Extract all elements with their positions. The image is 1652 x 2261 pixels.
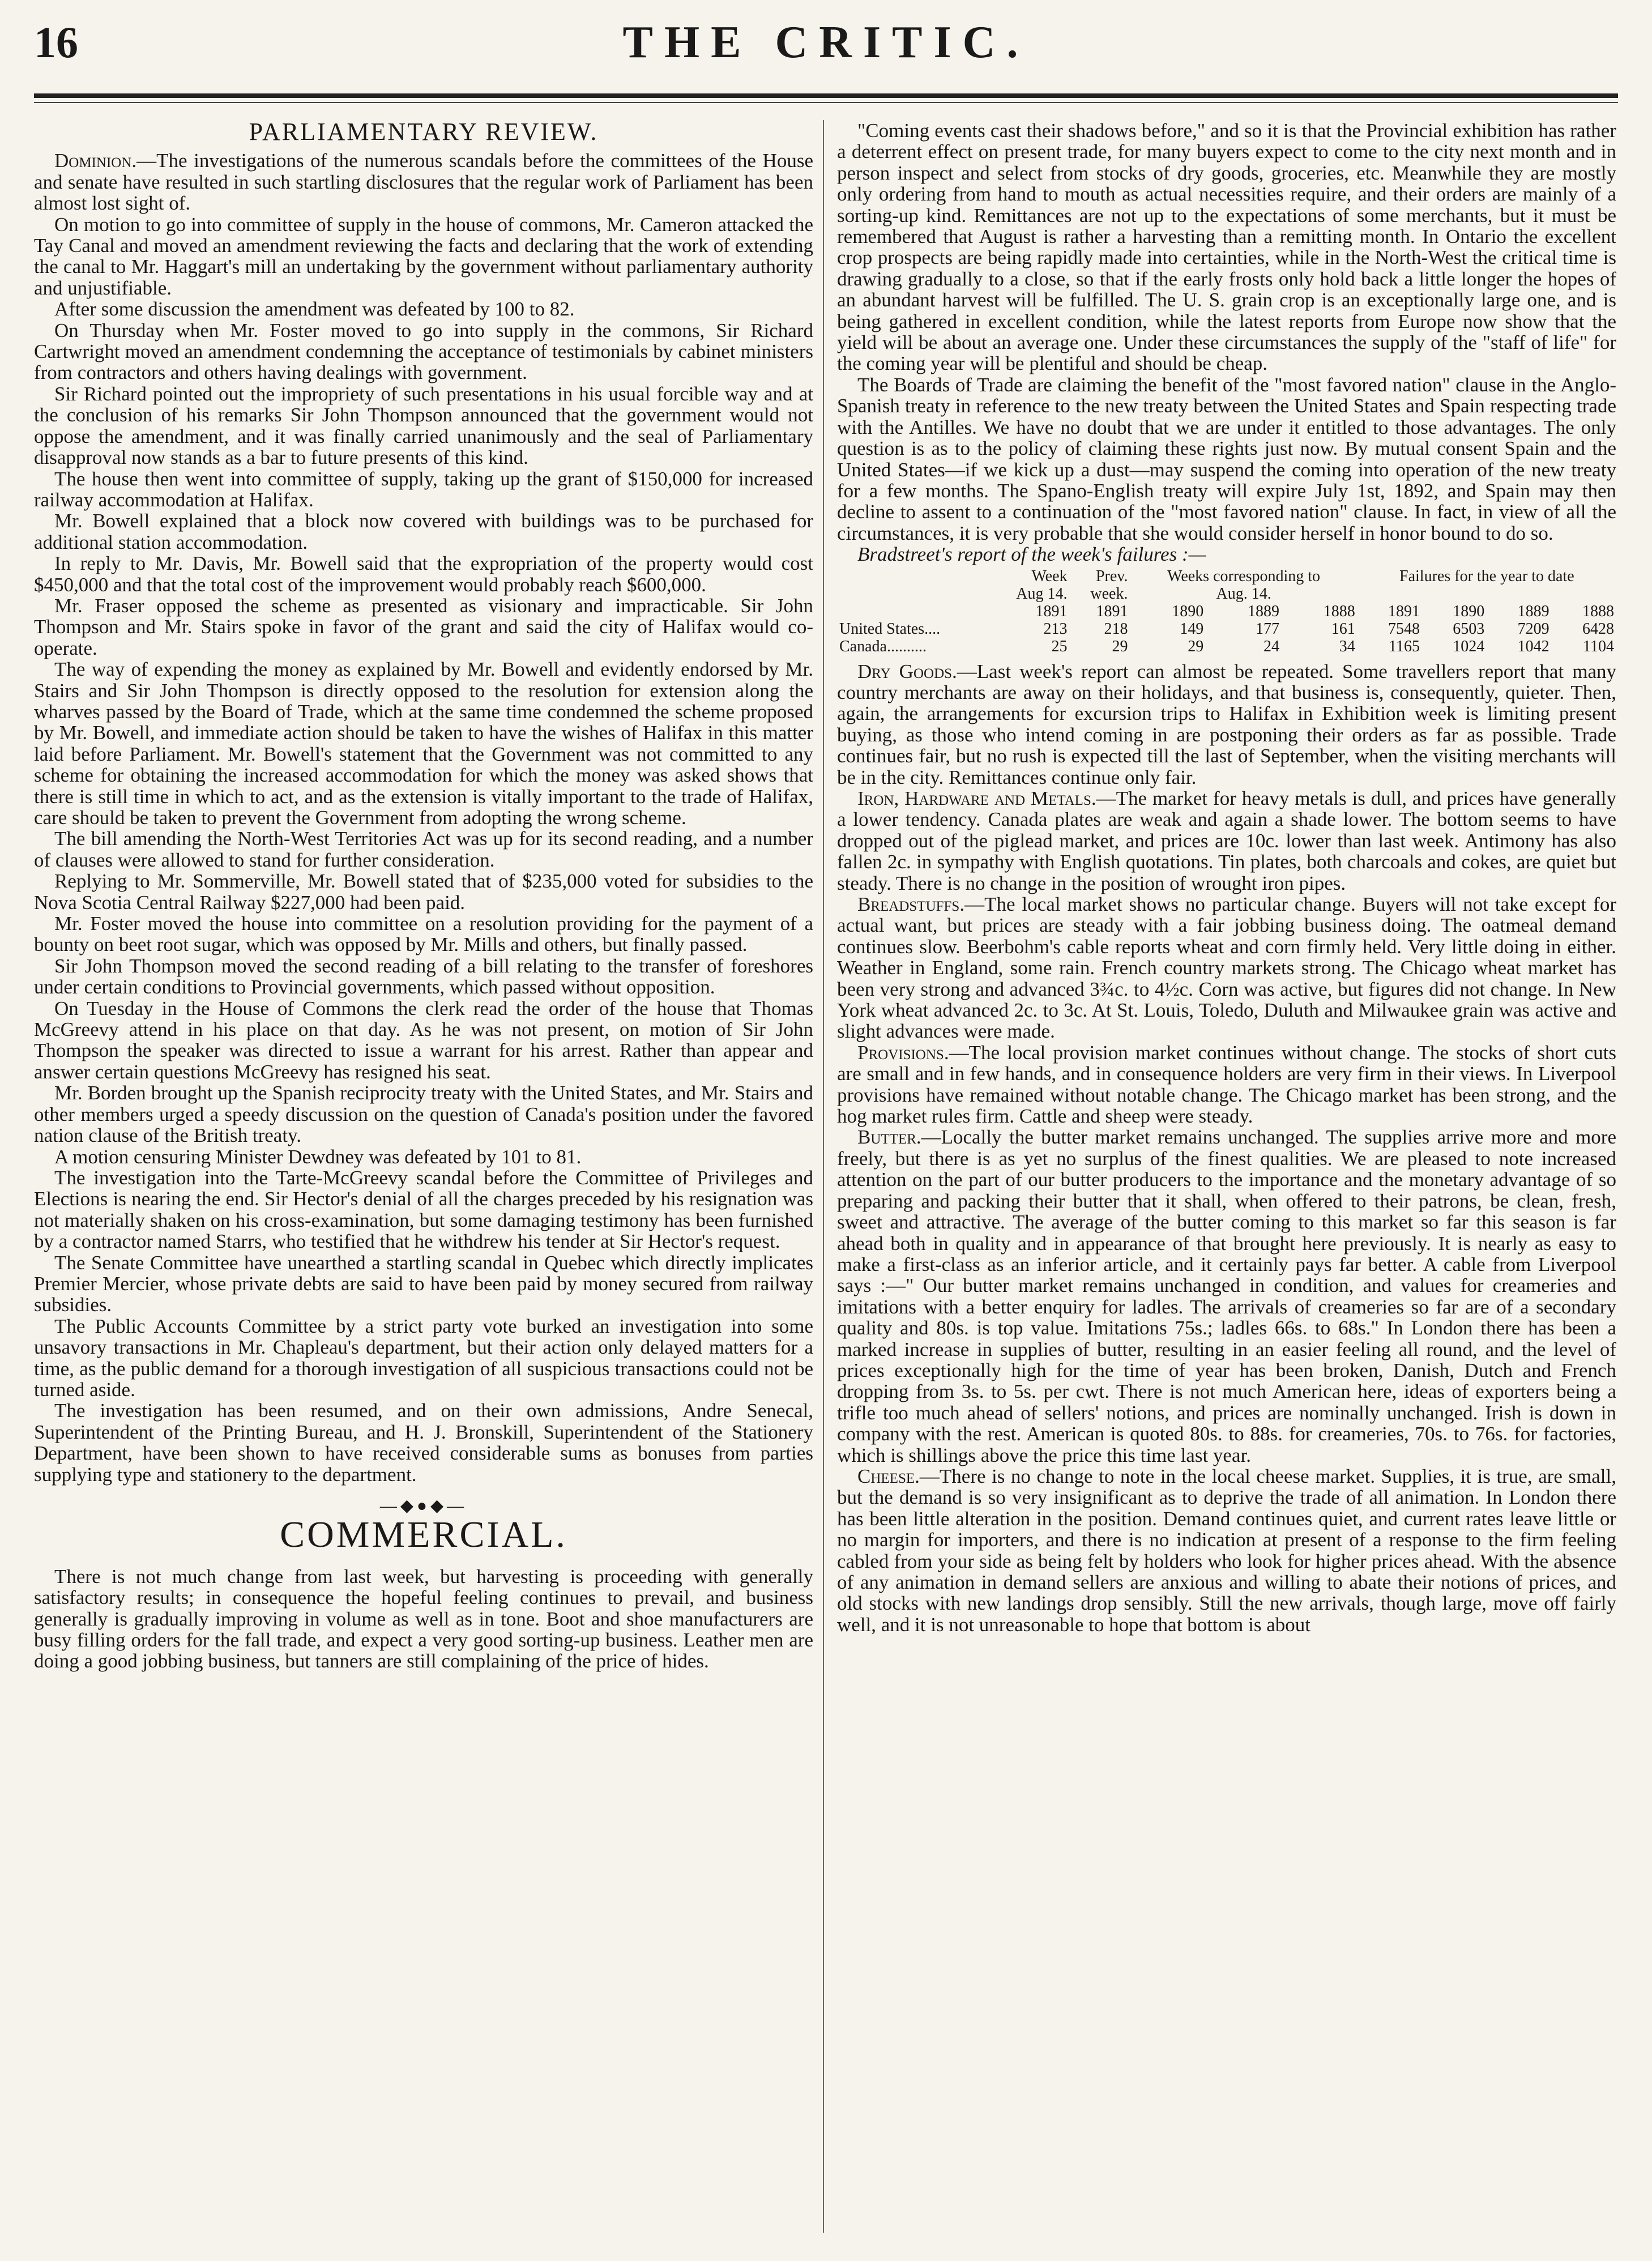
commercial-heading: COMMERCIAL. (280, 1514, 567, 1556)
table-cell: 149 (1180, 620, 1204, 638)
section-divider-ornament: —◆●◆— (379, 1496, 468, 1515)
table-cell: 1024 (1453, 637, 1485, 655)
masthead-rule-thin (34, 102, 1618, 103)
table-cell: 34 (1339, 637, 1355, 655)
article-paragraph: Dominion.—The investigations of the numerous scandals before the committees of the House and senate have resulted in such startling disclosures that the regular work of Parliament has been almost lost sight of. (34, 150, 813, 215)
failures-table (837, 568, 1616, 655)
table-group-row (837, 568, 1616, 585)
column-separator (823, 120, 824, 2233)
table-cell: 7548 (1388, 620, 1420, 638)
table-cell: 29 (1112, 637, 1128, 655)
section-label: Iron, Hardware and Metals. (857, 787, 1096, 809)
table-header-cell: Week (1031, 567, 1068, 585)
table-sub-row (837, 585, 1616, 603)
article-paragraph: Mr. Borden brought up the Spanish reciprocity treaty with the United States, and Mr. Stairs and other members urged a speedy discussion on the question of Canada's position under the favored nation clause of the British treaty. (34, 1082, 813, 1147)
masthead-rule-thick (34, 93, 1618, 98)
article-paragraph: There is not much change from last week, but harvesting is proceeding with generally satisfactory results; in consequence the hopeful feeling continues to prevail, and business generally is gradually improving in volume as well as in tone. Boot and shoe manufacturers are busy filling orders for the fall trade, and expect a very good sorting-up business. Leather men are doing a good jobbing business, but tanners are still complaining of the price of hides. (34, 1565, 813, 1673)
article-paragraph: The bill amending the North-West Territories Act was up for its second reading, and a number of clauses were allowed to stand for further consideration. (34, 827, 813, 871)
table-cell: 7209 (1517, 620, 1549, 638)
bradstreet-intro: Bradstreet's report of the week's failures :— (857, 543, 1206, 566)
article-paragraph: Replying to Mr. Sommerville, Mr. Bowell stated that of $235,000 voted for subsidies to the Nova Scotia Central Railway $227,000 had been paid. (34, 870, 813, 914)
parliamentary-review-heading: PARLIAMENTARY REVIEW. (249, 120, 599, 146)
dominion-label: Dominion. (54, 150, 137, 172)
table-header-cell: Failures for the year to date (1399, 567, 1574, 585)
article-paragraph: Sir John Thompson moved the second reading of a bill relating to the transfer of foreshores under certain conditions to Provincial governments, which passed without opposition. (34, 954, 813, 999)
article-paragraph: Mr. Foster moved the house into committee on a resolution providing for the payment of a bounty on beet root sugar, which was opposed by Mr. Mills and others, but finally passed. (34, 912, 813, 956)
market-section-butter: Butter.—Locally the butter market remains unchanged. The supplies arrive more and more freely, but there is as yet no surplus of the finest qualities. We are pleased to note increased attention on the part of our butter producers to the importance and the monetary advantage of so preparing and packing their butter that it shall, when offered to their patrons, be clean, fresh, sweet and attractive. The average of the butter coming to this market so far this season is far ahead both in quality and in appearance of that brought here previously. It is nearly as easy to make a first-class as an inferior article, and it certainly pays far better. A cable from Liverpool says :—" Our butter market remains unchanged in condition, and values for creameries and imitations with a better enquiry for ladles. The arrivals of creameries so far are of a secondary quality and 80s. is top value. Imitations 75s.; ladles 66s. to 68s." In London there has been a marked increase in supplies of butter, resulting in an easier feeling all round, and the level of prices exceptionally high for the time of year has been broken, Danish, Dutch and French dropping from 3s. to 5s. per cwt. There is not much American here, ideas of exporters being a trifle too much ahead of sellers' notions, and prices are nominally unchanged. Irish is down in company with the rest. American is quoted 80s. to 88s. for creameries, 70s. to 76s. for factories, which is shillings above the price this time last year. (837, 1126, 1616, 1466)
table-cell: Canada.......... (839, 637, 927, 655)
article-paragraph: The house then went into committee of supply, taking up the grant of $150,000 for increased railway accommodation at Halifax. (34, 467, 813, 511)
article-paragraph: After some discussion the amendment was defeated by 100 to 82. (54, 298, 575, 321)
section-label: Breadstuffs. (857, 893, 965, 915)
article-paragraph: A motion censuring Minister Dewdney was defeated by 101 to 81. (54, 1145, 582, 1168)
article-paragraph: On Thursday when Mr. Foster moved to go into supply in the commons, Sir Richard Cartwright moved an amendment condemning the acceptance of testimonials by cabinet ministers from contractors and others having dealings with government. (34, 319, 813, 384)
table-header-cell: Prev. (1095, 567, 1128, 585)
market-section-cheese: Cheese.—There is no change to note in the local cheese market. Supplies, it is true, are small, but the demand is so very insignificant as to deprive the trade of all animation. In London there has been little alteration in the position. Demand continues quiet, and current rates leave little or no margin for importers, and there is no indication at present of a response to the firm feeling cabled from your side as being felt by holders who look for higher prices ahead. With the absence of any animation in demand sellers are anxious and willing to abate their notions of prices, and old stocks with new landings drop sensibly. Still the new arrivals, though large, move off fairly well, and it is not unreasonable to hope that bottom is about (837, 1465, 1616, 1636)
table-cell: 177 (1255, 620, 1279, 638)
article-paragraph: The Public Accounts Committee by a strict party vote burked an investigation into some unsavory transactions in Mr. Chapleau's department, but their action only delayed matters for a time, as the public demand for a thorough investigation of all suspicious transactions could not be turned aside. (34, 1315, 813, 1401)
table-cell: 1104 (1583, 637, 1614, 655)
section-label: Provisions. (857, 1041, 949, 1064)
market-section-iron-hardware: Iron, Hardware and Metals.—The market for heavy metals is dull, and prices have generally a lower tendency. Canada plates are weak and again a shade lower. The bottom seems to have dropped out of the piglead market, and prices are 10c. lower than last week. Antimony has also fallen 2c. in sympathy with English quotations. Tin plates, both charcoals and cokes, are quiet but steady. There is no change in the position of wrought iron pipes. (837, 787, 1616, 894)
table-header-cell (837, 568, 989, 585)
article-paragraph: On Tuesday in the House of Commons the clerk read the order of the house that Thomas McGreevy attend in his place on that day. As he was not present, on motion of Sir John Thompson the speaker was directed to issue a warrant for his arrest. Rather than appear and answer certain questions McGreevy has resigned his seat. (34, 997, 813, 1083)
table-header-cell: 1891 (1096, 602, 1128, 620)
table-cell: 29 (1188, 637, 1204, 655)
table-header-cell: 1890 (1453, 602, 1485, 620)
market-section-breadstuffs: Breadstuffs.—The local market shows no particular change. Buyers will not take except for actual want, but prices are steady with a fair jobbing business doing. The oatmeal demand continues slow. Beerbohm's cable reports wheat and corn firmly held. Very little doing in either. Weather in England, some rain. French country markets strong. The Chicago wheat market has been very strong and advanced 3¾c. to 4½c. Corn was active, but figures did not change. In New York wheat advanced 2c. to 3c. At St. Louis, Toledo, Duluth and Milwaukee grain was active and slight advances were made. (837, 893, 1616, 1043)
table-cell: 6503 (1453, 620, 1485, 638)
article-paragraph: The Senate Committee have unearthed a startling scandal in Quebec which directly implicates Premier Mercier, whose private debts are said to have been paid by money secured from railway subsidies. (34, 1251, 813, 1316)
table-header-cell: 1889 (1247, 602, 1279, 620)
table-header-cell (837, 603, 989, 620)
table-cell: 218 (1104, 620, 1128, 638)
masthead (34, 17, 1618, 102)
section-label: Cheese. (857, 1465, 920, 1487)
table-header-cell: 1888 (1582, 602, 1614, 620)
article-paragraph: The way of expending the money as explained by Mr. Bowell and evidently endorsed by Mr. Stairs and Sir John Thompson is directly opposed to the resolution for extension along the wharves passed by the Board of Trade, which at the same time condemned the scheme proposed by Mr. Bowell, and immediate action should be taken to have the wishes of Halifax in this matter laid before Parliament. Mr. Bowell's statement that the Government was not committed to any scheme for obtaining the increased accommodation for which the money was asked shows that there is still time in which to act, and as the extension is vitally important to the trade of Halifax, care should be taken to prevent the Government from adopting the wrong scheme. (34, 658, 813, 829)
table-header-cell: 1891 (1035, 602, 1068, 620)
table-row (837, 638, 1616, 655)
table-cell: 1165 (1389, 637, 1420, 655)
table-header-cell (837, 585, 989, 603)
table-header-cell: week. (1090, 585, 1128, 603)
table-header-cell: 1890 (1172, 602, 1204, 620)
table-year-row (837, 603, 1616, 620)
article-paragraph: The investigation has been resumed, and on their own admissions, Andre Senecal, Superintendent of the Printing Bureau, and H. J. Bronskill, Superintendent of the Stationery Department, have been shown to have received considerable sums as bonuses from parties supplying type and stationery to the department. (34, 1400, 813, 1486)
page-number: 16 (34, 18, 78, 67)
table-header-cell: 1891 (1388, 602, 1420, 620)
table-header-cell: Aug 14. (1016, 585, 1068, 603)
table-header-cell: 1888 (1323, 602, 1355, 620)
table-header-cell: Weeks corresponding to (1167, 567, 1321, 585)
article-paragraph: In reply to Mr. Davis, Mr. Bowell said that the expropriation of the property would cost $450,000 and that the total cost of the improvement would probably reach $600,000. (34, 552, 813, 596)
table-cell: 1042 (1517, 637, 1549, 655)
market-section-dry-goods: Dry Goods.—Last week's report can almost be repeated. Some travellers report that many country merchants are away on their holidays, and that business is, consequently, quieter. Then, again, the arrangements for excursion trips to Halifax in Exhibition week is limiting present buying, as those who intend coming in are postponing their orders as far as possible. Trade continues fair, but no rush is expected till the last of September, when the visiting merchants will be in the city. Remittances continue only fair. (837, 660, 1616, 788)
right-column (837, 120, 1616, 2233)
table-header-cell (1358, 585, 1616, 603)
section-label: Dry Goods. (857, 660, 957, 682)
table-cell: United States.... (839, 620, 941, 638)
table-cell: 24 (1263, 637, 1279, 655)
article-paragraph: Sir Richard pointed out the impropriety of such presentations in his usual forcible way and at the conclusion of his remarks Sir John Thompson announced that the government would not oppose the amendment, and it was finally carried unanimously and the seal of Parliamentary disapproval now stands as a bar to future presents of this kind. (34, 382, 813, 469)
section-label: Butter. (857, 1126, 921, 1149)
article-paragraph: Mr. Fraser opposed the scheme as presented as visionary and impracticable. Sir John Thompson and Mr. Stairs spoke in favor of the grant and said the city of Halifax would co-operate. (34, 594, 813, 659)
article-paragraph: On motion to go into committee of supply in the house of commons, Mr. Cameron attacked the Tay Canal and moved an amendment reviewing the facts and declaring that the work of extending the canal to Mr. Haggart's mill an undertaking by the government without parliamentary authority and unjustifiable. (34, 213, 813, 299)
left-column (34, 120, 813, 2233)
article-paragraph: Mr. Bowell explained that a block now covered with buildings was to be purchased for additional station accommodation. (34, 510, 813, 553)
table-cell: 6428 (1582, 620, 1614, 638)
table-header-cell: 1889 (1517, 602, 1549, 620)
table-header-cell: Aug. 14. (1216, 585, 1271, 603)
article-paragraph: The investigation into the Tarte-McGreevy scandal before the Committee of Privileges and Elections is nearing the end. Sir Hector's denial of all the charges preceded by his resignation was not materially shaken on his cross-examination, but some damaging testimony has been furnished by a contractor named Starrs, who testified that he withdrew his tender at Sir Hector's request. (34, 1166, 813, 1253)
market-section-provisions: Provisions.—The local provision market continues without change. The stocks of short cuts are small and in few hands, and in consequence holders are very firm in their views. In Liverpool provisions have remained without notable change. The Chicago market has been strong, and the hog market rules firm. Cattle and sheep were steady. (837, 1041, 1616, 1128)
article-paragraph: The Boards of Trade are claiming the benefit of the "most favored nation" clause in the Anglo-Spanish treaty in reference to the new treaty between the United States and Spain respecting trade with the Antilles. We have no doubt that we are under it entitled to those advantages. The only question is as to the policy of claiming these rights just now. By mutual consent Spain and the United States—if we kick up a dust—may suspend the coming into operation of the new treaty for a few months. The Spano-English treaty will expire July 1st, 1892, and Spain may then decline to assent to a continuation of the "most favored nation" clause. In fact, in view of all the circumstances, it is very probable that she would consider herself in honor bound to do so. (837, 373, 1616, 544)
table-row (837, 620, 1616, 638)
newspaper-title: THE CRITIC. (622, 18, 1030, 67)
table-cell: 213 (1043, 620, 1068, 638)
table-cell: 25 (1051, 637, 1068, 655)
table-cell: 161 (1331, 620, 1355, 638)
article-paragraph: "Coming events cast their shadows before," and so it is that the Provincial exhibition has rather a deterrent effect on present trade, for many buyers expect to come to the city next month and in person inspect and select from stocks of dry goods, groceries, etc. Meanwhile they are mostly only ordering from hand to mouth as actual necessities require, and their orders are mainly of a sorting-up kind. Remittances are not up to the expectations of some merchants, but it must be remembered that August is rather a harvesting than a remitting month. In Ontario the excellent crop prospects are being rapidly made into certainties, while in the North-West the critical time is drawing gradually to a close, so that if the early frosts only hold back a little longer the hopes of an abundant harvest will be fulfilled. The U. S. grain crop is an exceptionally large one, and is being gathered in excellent condition, while the latest reports from Europe now show that the yield will be about an average one. Under these circumstances the supply of the "staff of life" for the coming year will be plentiful and should be cheap. (837, 120, 1616, 375)
